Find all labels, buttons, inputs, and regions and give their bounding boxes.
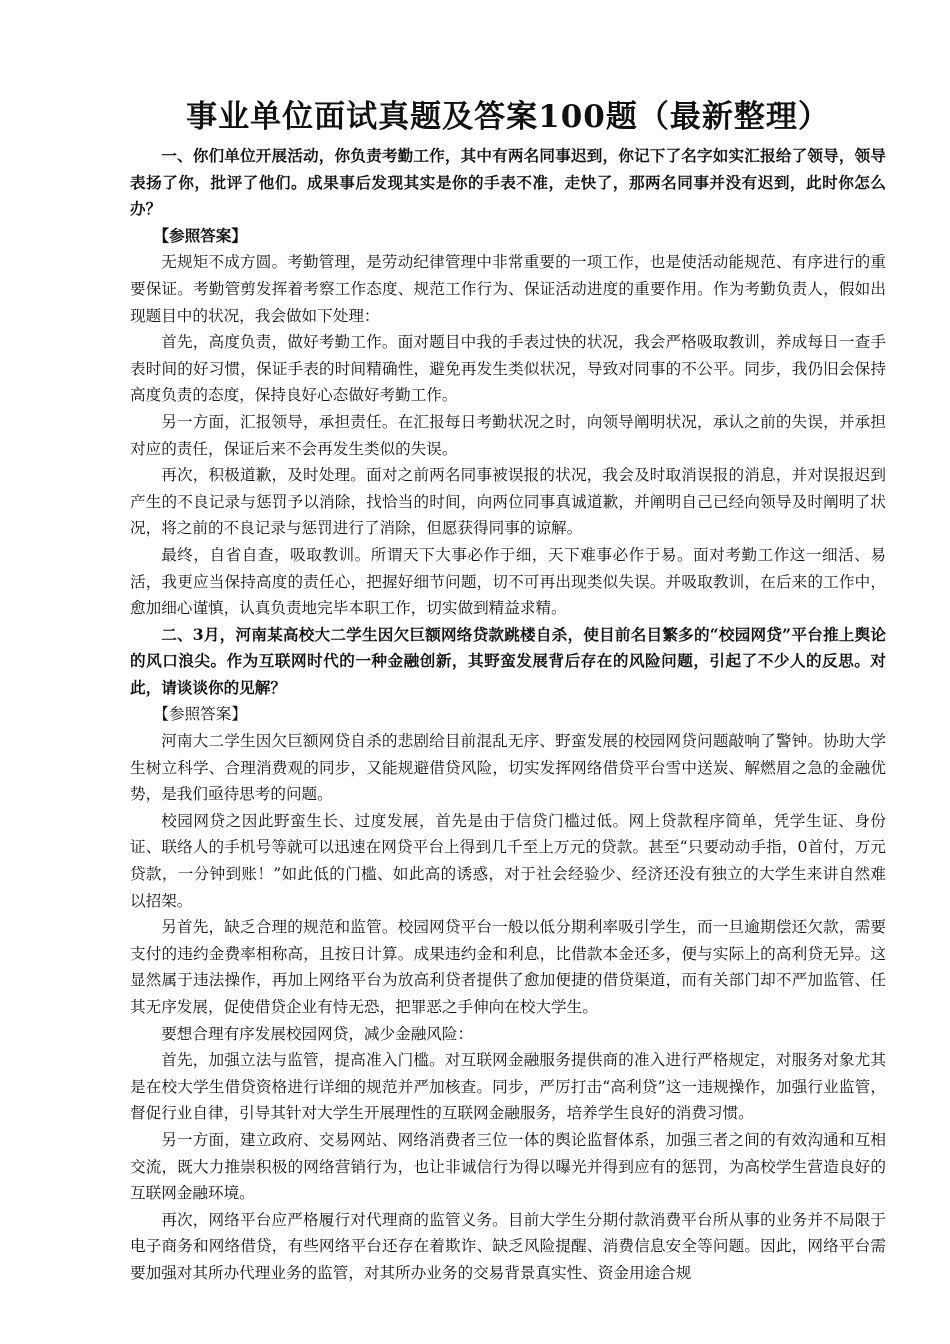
question-section-2 bbox=[130, 622, 886, 1287]
answer-paragraph: 首先，加强立法与监管，提高准入门槛。对互联网金融服务提供商的准入进行严格规定，对服务对象尤其是在校大学生借贷资格进行详细的规范并严加核查。同步，严厉打击“高利贷”这一违规操作，加强行业监管，督促行业自律，引导其针对大学生开展理性的互联网金融服务，培养学生良好的消费习惯。 bbox=[130, 1051, 886, 1123]
answer-label: 【参照答案】 bbox=[153, 225, 247, 245]
answer-paragraph: 校园网贷之因此野蛮生长、过度发展，首先是由于信贷门槛过低。网上贷款程序简单，凭学生证、身份证、联络人的手机号等就可以迅速在网贷平台上得到几千至上万元的贷款。甚至“只要动动手指，0首付，万元贷款，一分钟到账！”如此低的门槛、如此高的诱惑，对于社会经验少、经济还没有独立的大学生来讲自然难以招架。 bbox=[130, 811, 886, 910]
answer-paragraph: 最终，自省自查，吸取教训。所谓天下大事必作于细，天下难事必作于易。面对考勤工作这一细活、易活，我更应当保持高度的责任心，把握好细节问题，切不可再出现类似失误。并吸取教训，在后来的工作中，愈加细心谨慎，认真负责地完毕本职工作，切实做到精益求精。 bbox=[130, 545, 886, 618]
answer-paragraph: 首先，高度负责，做好考勤工作。面对题目中我的手表过快的状况，我会严格吸取教训，养成每日一查手表时间的好习惯，保证手表的时间精确性，避免再发生类似状况，导致对同事的不公平。同步，我仍旧会保持高度负责的态度，保持良好心态做好考勤工作。 bbox=[130, 333, 886, 405]
answer-paragraph: 要想合理有序发展校园网贷，减少金融风险： bbox=[161, 1024, 474, 1043]
question-text: 一、你们单位开展活动，你负责考勤工作，其中有两名同事迟到，你记下了名字如实汇报给了领导，领导表扬了你，批评了他们。成果事后发现其实是你的手表不准，走快了，那两名同事并没有迟到，此时你怎么办？ bbox=[130, 146, 886, 219]
answer-paragraph: 再次，积极道歉，及时处理。面对之前两名同事被误报的状况，我会及时取消误报的消息，并对误报迟到产生的不良记录与惩罚予以消除，找恰当的时间，向两位同事真诚道歉，并阐明自己已经向领导及时阐明了状况，将之前的不良记录与惩罚进行了消除，但愿获得同事的谅解。 bbox=[130, 466, 886, 538]
answer-paragraph: 无规矩不成方圆。考勤管理，是劳动纪律管理中非常重要的一项工作，也是使活动能规范、有序进行的重要保证。考勤管剪发挥着考察工作态度、规范工作行为、保证活动进度的重要作用。作为考勤负责人，假如出现题目中的状况，我会做如下处理： bbox=[130, 253, 886, 325]
page-title: 事业单位面试真题及答案100题（最新整理） bbox=[186, 99, 830, 135]
answer-label: 【参照答案】 bbox=[153, 705, 247, 724]
question-text: 二、3月，河南某高校大二学生因欠巨额网络贷款跳楼自杀，使目前名目繁多的“校园网贷”平台推上舆论的风口浪尖。作为互联网时代的一种金融创新，其野蛮发展背后存在的风险问题，引起了不少人的反思。对此，请谈谈你的见解？ bbox=[130, 624, 886, 697]
answer-paragraph: 另一方面，建立政府、交易网站、网络消费者三位一体的舆论监督体系，加强三者之间的有效沟通和互相交流，既大力推崇积极的网络营销行为，也让非诚信行为得以曝光并得到应有的惩罚，为高校学生营造良好的互联网金融环境。 bbox=[130, 1130, 886, 1203]
answer-paragraph: 另一方面，汇报领导，承担责任。在汇报每日考勤状况之时，向领导阐明状况，承认之前的失误，并承担对应的责任，保证后来不会再发生类似的失误。 bbox=[130, 412, 886, 458]
question-section-1 bbox=[130, 143, 886, 622]
answer-paragraph: 再次，网络平台应严格履行对代理商的监管义务。目前大学生分期付款消费平台所从事的业务并不局限于电子商务和网络借贷，有些网络平台还存在着欺诈、缺乏风险提醒、消费信息安全等问题。因此，网络平台需要加强对其所办代理业务的监管，对其所办业务的交易背景真实性、资金用途合规 bbox=[130, 1210, 886, 1282]
answer-paragraph: 另首先，缺乏合理的规范和监管。校园网贷平台一般以低分期利率吸引学生，而一旦逾期偿还欠款，需要支付的违约金费率相称高，且按日计算。成果违约金和利息，比借款本金还多，便与实际上的高利贷无异。这显然属于违法操作，再加上网络平台为放高利贷者提供了愈加便捷的借贷渠道，而有关部门却不严加监管、任其无序发展，促使借贷企业有恃无恐，把罪恶之手伸向在校大学生。 bbox=[130, 918, 886, 1016]
document-page bbox=[130, 95, 886, 1287]
answer-paragraph: 河南大二学生因欠巨额网贷自杀的悲剧给目前混乱无序、野蛮发展的校园网贷问题敲响了警钟。协助大学生树立科学、合理消费观的同步，又能规避借贷风险，切实发挥网络借贷平台雪中送炭、解燃眉之急的金融优势，是我们亟待思考的问题。 bbox=[130, 732, 886, 804]
